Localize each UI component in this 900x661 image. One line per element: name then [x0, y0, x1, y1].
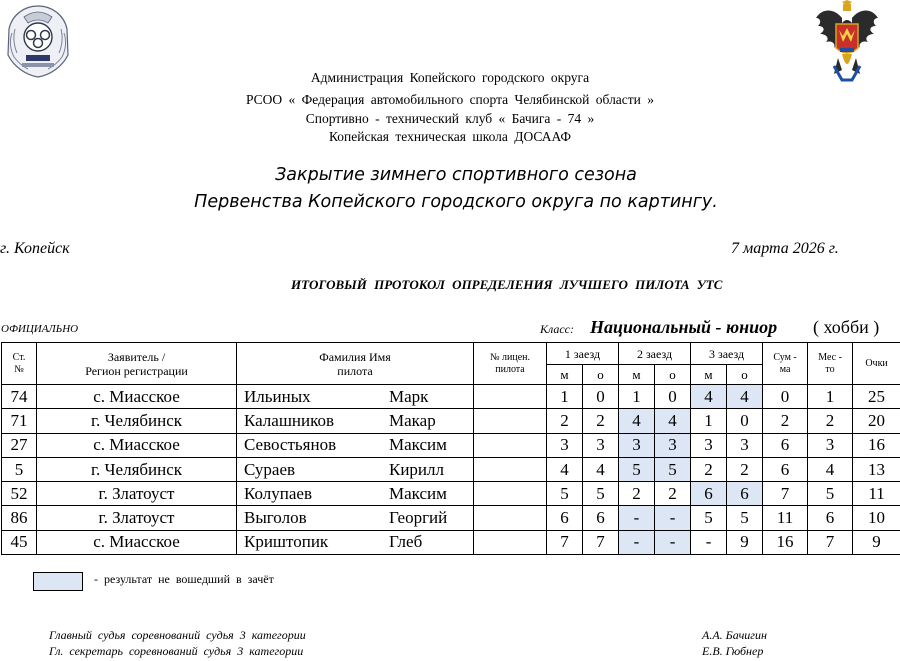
race-3-m: 4 [691, 385, 727, 409]
header-sum: Сум - ма [763, 343, 808, 385]
race-2-m: 1 [619, 385, 655, 409]
race-2-m: 2 [619, 482, 655, 506]
table-row [2, 433, 900, 457]
race-3-m: - [691, 530, 727, 554]
race-3-o: 4 [727, 385, 763, 409]
pilot-name [237, 385, 474, 409]
race-1-m: 6 [547, 506, 583, 530]
pilot-surname: Выголов [244, 508, 307, 528]
race-3-m: 3 [691, 433, 727, 457]
points: 11 [853, 482, 900, 506]
pilot-surname: Севостьянов [244, 435, 337, 455]
pilot-first-name: Кирилл [389, 459, 445, 479]
race-1-o: 5 [583, 482, 619, 506]
race-2-m: - [619, 506, 655, 530]
pilot-first-name: Георгий [389, 508, 448, 528]
applicant-region: г. Златоуст [37, 482, 237, 506]
race-1-o: 7 [583, 530, 619, 554]
race-1-o: 2 [583, 409, 619, 433]
header-start-number: Ст. № [2, 343, 37, 385]
race-2-o: 4 [655, 409, 691, 433]
race-3-o: 2 [727, 457, 763, 481]
table-row [2, 506, 900, 530]
race-3-m: 5 [691, 506, 727, 530]
start-number: 45 [2, 530, 37, 554]
pilot-name [237, 506, 474, 530]
points: 20 [853, 409, 900, 433]
license-number [474, 409, 547, 433]
points: 9 [853, 530, 900, 554]
race-3-o: 0 [727, 409, 763, 433]
place: 1 [808, 385, 853, 409]
license-number [474, 482, 547, 506]
sum: 0 [763, 385, 808, 409]
applicant-region: с. Миасское [37, 433, 237, 457]
race-2-o: 5 [655, 457, 691, 481]
race-1-o: 4 [583, 457, 619, 481]
header-race-1: 1 заезд [547, 343, 619, 365]
header-race-3: 3 заезд [691, 343, 763, 365]
sum: 2 [763, 409, 808, 433]
results-table [1, 342, 900, 555]
sum: 6 [763, 433, 808, 457]
secretary-name: Е.В. Гюбнер [702, 644, 764, 658]
pilot-first-name: Максим [389, 483, 447, 503]
points: 13 [853, 457, 900, 481]
sum: 11 [763, 506, 808, 530]
dosaaf-emblem [4, 3, 72, 79]
table-row [2, 457, 900, 481]
race-1-m: 5 [547, 482, 583, 506]
race-2-m: 4 [619, 409, 655, 433]
status-label: ОФИЦИАЛЬНО [1, 323, 79, 335]
sum: 7 [763, 482, 808, 506]
race-2-o: 2 [655, 482, 691, 506]
place: 4 [808, 457, 853, 481]
event-title: Закрытие зимнего спортивного сезона [275, 165, 637, 185]
header-race-3-o: о [727, 365, 763, 385]
header-points: Очки [853, 343, 900, 385]
race-1-m: 4 [547, 457, 583, 481]
pilot-first-name: Макар [389, 410, 436, 430]
points: 10 [853, 506, 900, 530]
applicant-region: с. Миасское [37, 385, 237, 409]
applicant-region: г. Челябинск [37, 457, 237, 481]
organizer-line: Спортивно - технический клуб « Бачига - 74 » [305, 111, 595, 126]
pilot-surname: Калашников [244, 410, 335, 430]
organizer-line: Копейская техническая школа ДОСААФ [328, 129, 572, 144]
race-1-o: 3 [583, 433, 619, 457]
start-number: 86 [2, 506, 37, 530]
race-2-o: - [655, 506, 691, 530]
legend-text: - результат не вошедший в зачёт [94, 572, 274, 586]
race-1-m: 3 [547, 433, 583, 457]
start-number: 5 [2, 457, 37, 481]
applicant-region: г. Златоуст [37, 506, 237, 530]
race-3-o: 9 [727, 530, 763, 554]
license-number [474, 385, 547, 409]
pilot-name [237, 482, 474, 506]
pilot-first-name: Глеб [389, 532, 423, 552]
sum: 6 [763, 457, 808, 481]
points: 25 [853, 385, 900, 409]
place: 5 [808, 482, 853, 506]
license-number [474, 530, 547, 554]
secretary-title: Гл. секретарь соревнований судья 3 категории [49, 644, 304, 658]
race-3-o: 5 [727, 506, 763, 530]
applicant-region: г. Челябинск [37, 409, 237, 433]
class-label: Класс: [540, 322, 574, 336]
table-row [2, 530, 900, 554]
race-1-o: 6 [583, 506, 619, 530]
header-race-1-o: о [583, 365, 619, 385]
race-3-o: 6 [727, 482, 763, 506]
start-number: 71 [2, 409, 37, 433]
place: 7 [808, 530, 853, 554]
race-2-o: - [655, 530, 691, 554]
header-license: № лицен. пилота [474, 343, 547, 385]
race-3-o: 3 [727, 433, 763, 457]
pilot-name [237, 530, 474, 554]
header-pilot: Фамилия Имя пилота [237, 343, 474, 385]
race-2-o: 3 [655, 433, 691, 457]
header-race-3-m: м [691, 365, 727, 385]
event-place: г. Копейск [0, 240, 70, 257]
start-number: 52 [2, 482, 37, 506]
race-1-m: 7 [547, 530, 583, 554]
license-number [474, 457, 547, 481]
start-number: 27 [2, 433, 37, 457]
pilot-name [237, 409, 474, 433]
pilot-first-name: Марк [389, 386, 429, 406]
pilot-name [237, 433, 474, 457]
place: 6 [808, 506, 853, 530]
race-2-m: 5 [619, 457, 655, 481]
pilot-surname: Ильиных [244, 386, 311, 406]
table-row [2, 385, 900, 409]
protocol-title: ИТОГОВЫЙ ПРОТОКОЛ ОПРЕДЕЛЕНИЯ ЛУЧШЕГО ПИЛОТА УТС [291, 277, 723, 292]
header-race-2-m: м [619, 365, 655, 385]
event-date: 7 марта 2026 г. [731, 240, 839, 257]
race-1-m: 2 [547, 409, 583, 433]
header-applicant: Заявитель / Регион регистрации [37, 343, 237, 385]
header-place: Мес - то [808, 343, 853, 385]
license-number [474, 506, 547, 530]
chief-judge-title: Главный судья соревнований судья 3 категории [49, 628, 306, 642]
license-number [474, 433, 547, 457]
place: 2 [808, 409, 853, 433]
place: 3 [808, 433, 853, 457]
header-race-2-o: о [655, 365, 691, 385]
chief-judge-name: А.А. Бачигин [702, 628, 767, 642]
header-race-2: 2 заезд [619, 343, 691, 365]
points: 16 [853, 433, 900, 457]
race-3-m: 1 [691, 409, 727, 433]
race-2-m: 3 [619, 433, 655, 457]
applicant-region: с. Миасское [37, 530, 237, 554]
class-type: ( хобби ) [813, 317, 880, 337]
race-2-o: 0 [655, 385, 691, 409]
event-subtitle: Первенства Копейского городского округа по картингу. [194, 192, 718, 212]
race-2-m: - [619, 530, 655, 554]
race-1-o: 0 [583, 385, 619, 409]
class-name: Национальный - юниор [590, 317, 778, 337]
pilot-surname: Криштопик [244, 532, 329, 552]
sum: 16 [763, 530, 808, 554]
start-number: 74 [2, 385, 37, 409]
pilot-first-name: Максим [389, 435, 447, 455]
table-row [2, 482, 900, 506]
organizer-line: Администрация Копейского городского округа [310, 70, 590, 85]
race-3-m: 2 [691, 457, 727, 481]
pilot-surname: Колупаев [244, 483, 312, 503]
organizer-line: РСОО « Федерация автомобильного спорта Челябинской области » [245, 92, 655, 107]
header-race-1-m: м [547, 365, 583, 385]
pilot-name [237, 457, 474, 481]
pilot-surname: Сураев [244, 459, 296, 479]
race-3-m: 6 [691, 482, 727, 506]
table-row [2, 409, 900, 433]
legend-swatch [33, 572, 83, 591]
race-1-m: 1 [547, 385, 583, 409]
